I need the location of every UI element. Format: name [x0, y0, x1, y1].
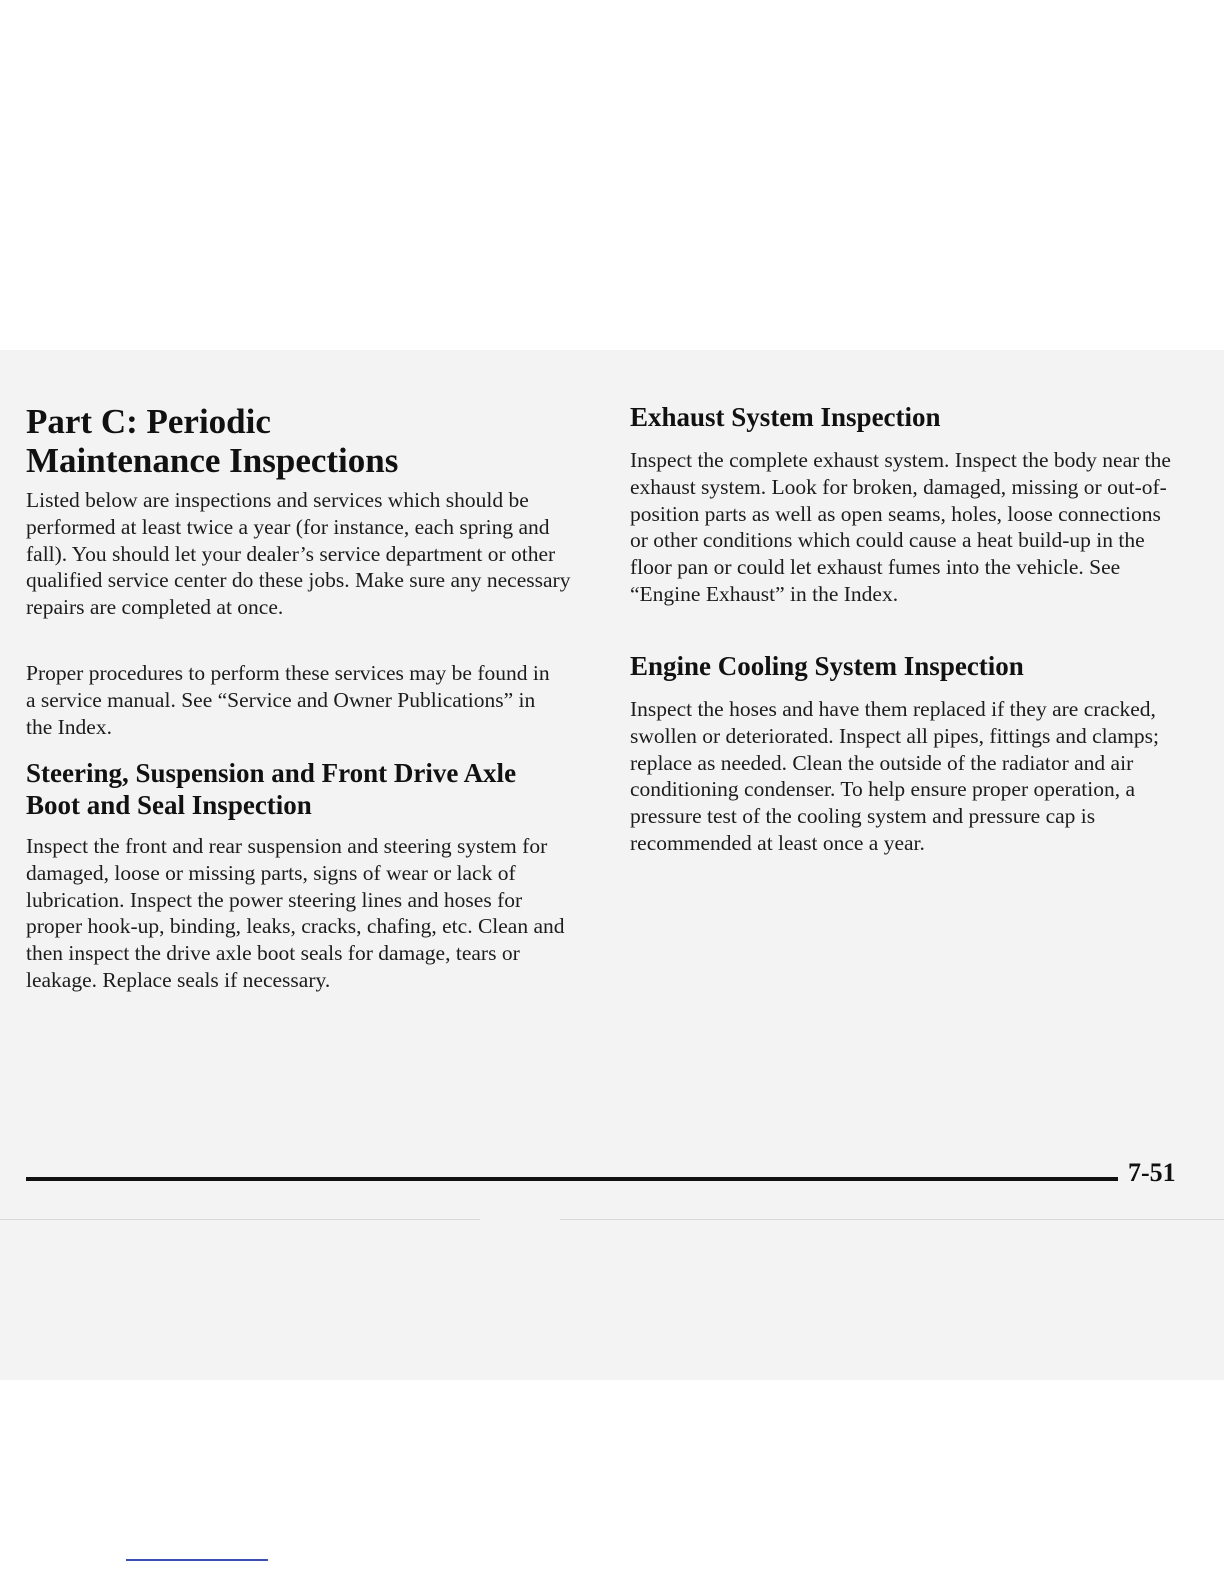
link-underline: [126, 1559, 268, 1561]
manual-page: [0, 350, 1224, 1380]
page-number: 7-51: [1128, 1158, 1176, 1187]
steering-paragraph: Inspect the front and rear suspension and steering system for damaged, loose or missing parts, signs of wear or lack of lubrication. Inspect the power steering lines and hoses for proper hook-up, binding, leaks, cracks, chafing, etc. Clean and then inspect the drive axle boot seals for damage, tears or leakage. Replace seals if necessary.: [26, 834, 565, 992]
steering-heading: Steering, Suspension and Front Drive Axle Boot and Seal Inspection: [26, 758, 517, 820]
scan-line-right: [560, 1219, 1224, 1220]
section-title: Part C: Periodic Maintenance Inspections: [26, 402, 399, 480]
procedures-paragraph: Proper procedures to perform these services may be found in a service manual. See “Service and Owner Publications” in the Index.: [26, 661, 550, 739]
cooling-paragraph: Inspect the hoses and have them replaced if they are cracked, swollen or deteriorated. Inspect all pipes, fittings and clamps; replace as needed. Clean the outside of the radiator and air conditioning condenser. To help ensure proper operation, a pressure test of the cooling system and pressure cap is recommended at least once a year.: [630, 697, 1159, 855]
footer-rule: [26, 1177, 1118, 1181]
exhaust-heading: Exhaust System Inspection: [630, 402, 941, 432]
scan-line-left: [0, 1219, 480, 1220]
intro-paragraph: Listed below are inspections and services which should be performed at least twice a year (for instance, each spring and fall). You should let your dealer’s service department or other qualified service center do these jobs. Make sure any necessary repairs are completed at once.: [26, 488, 571, 620]
cooling-heading: Engine Cooling System Inspection: [630, 651, 1024, 681]
exhaust-paragraph: Inspect the complete exhaust system. Inspect the body near the exhaust system. Look for broken, damaged, missing or out-of-position parts as well as open seams, holes, loose connections or other conditions which could cause a heat build-up in the floor pan or could let exhaust fumes into the vehicle. See “Engine Exhaust” in the Index.: [630, 448, 1171, 606]
